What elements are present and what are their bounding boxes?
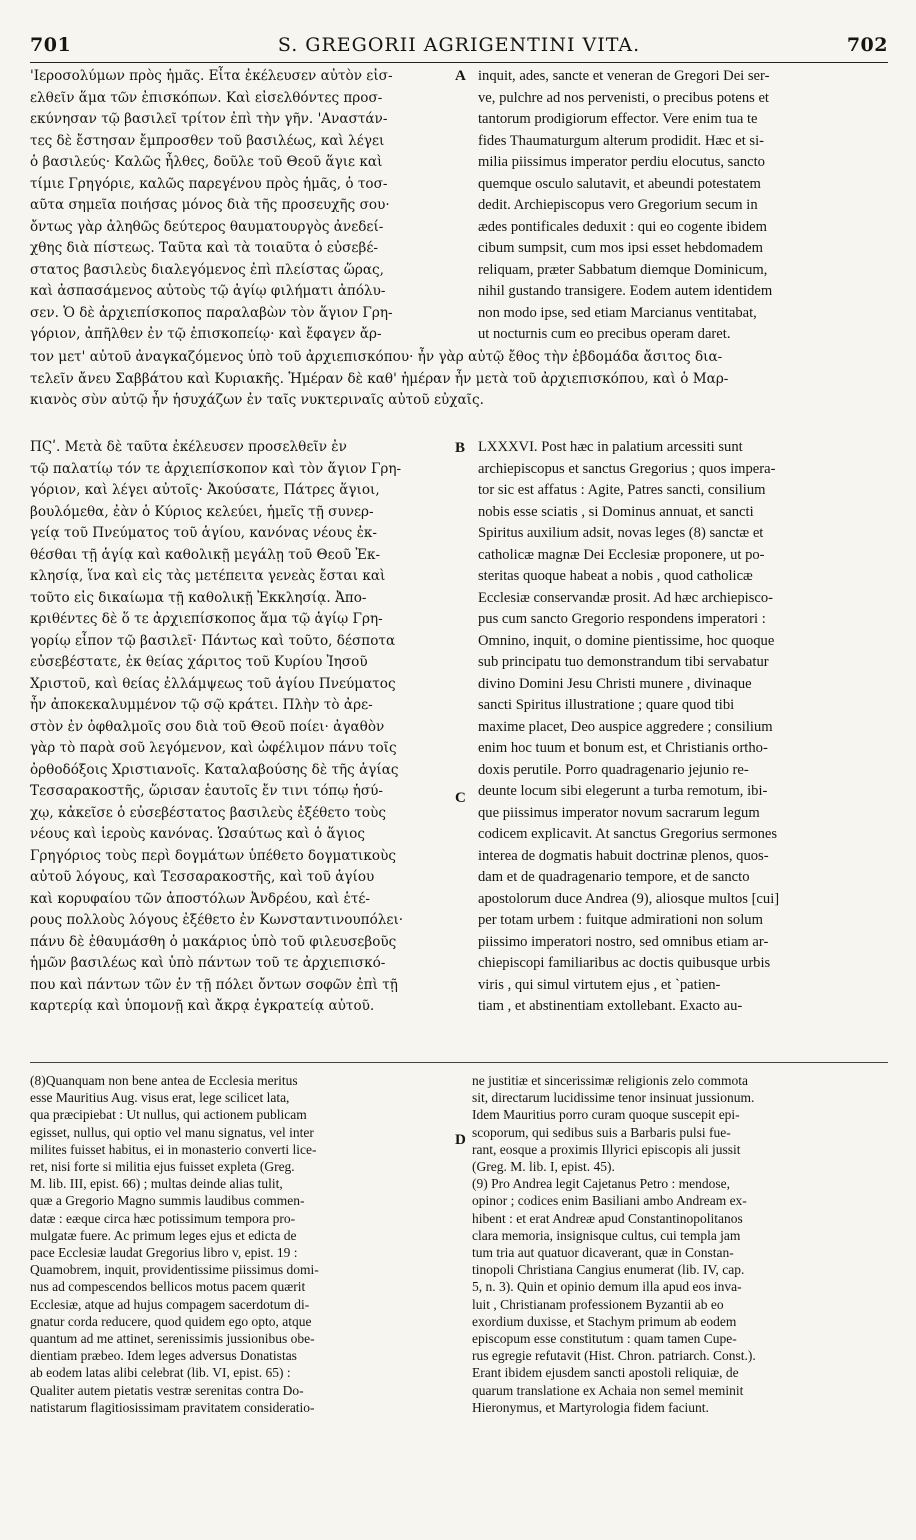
greek-text-line: ὄντως γὰρ ἀληθῶς δεύτερος θαυματουργὸς ἀνεδεί- [30,218,384,235]
greek-text-line: κλησίᾳ, ἵνα καὶ εἰς τὰς μετέπειτα γενεὰς ἔσται καὶ [30,568,386,584]
greek-text-line: εκύνησαν τῷ βασιλεῖ τρίτον ἐπὶ τὴν γῆν. 'Αναστάν- [30,111,388,127]
footnote-line: ne justitiæ et sincerissimæ religionis zelo commota [472,1073,748,1088]
greek-text-line: αῦτα σημεῖα ποιήσας μόνος διὰ τῆς προσευχῆς σου· [30,197,390,213]
greek-text-line: Γρηγόριος τοὺς περὶ δογμάτων ὑπέθετο δογματικοὺς [30,847,396,864]
greek-text-line: στατος βασιλεὺς διαλεγόμενος ἐπὶ πλείστας ὥρας, [30,261,384,278]
latin-text-line: inquit, ades, sancte et veneran de Gregori Dei ser- [478,68,770,84]
latin-text-line: catholicæ magnæ Dei Ecclesiæ proponere, ut po- [478,546,765,563]
footnotes-right [472,1072,888,1416]
footnote-line: egisset, nullus, qui optio vel manu signatus, vel inter [30,1124,314,1140]
footnote-line: exordium duxisse, et Stachym primum ab eodem [472,1313,737,1329]
footnote-line: luit , Christianam professionem Byzantii ab eo [472,1296,724,1312]
footnote-line: opinor ; codices enim Basiliani ambo Andream ex- [472,1193,747,1209]
greek-text-line: τες δὲ ἔστησαν ἔμπροσθεν τοῦ βασιλέως, καὶ λέγει [30,132,385,149]
greek-text-line: γόριον, ἀπῆλθεν ἐν τῷ ἐπισκοπείῳ· καὶ ἔφαγεν ἄρ- [30,326,382,342]
greek-text-line: 'Ιεροσολύμων πρὸς ἡμᾶς. Εἶτα ἐκέλευσεν αὐτὸν εἰσ- [30,68,393,84]
latin-text-line: Ecclesiæ conservandæ prosit. Ad hæc archiepisco- [478,589,774,606]
latin-text-line: nihil gustando transigere. Eodem autem identidem [478,283,773,299]
footnote-separator [30,1062,888,1063]
greek-text-line: γὰρ τὸ παρὰ σοῦ λεγόμενον, καὶ ὠφέλιμον πάνυ τοῖς [30,740,397,756]
latin-text-line: tiam , et abstinentiam extollebant. Exacto au- [478,998,743,1014]
greek-text-line: νέους καὶ ἱεροὺς κανόνας. Ὡσαύτως καὶ ὁ ἅγιος [30,826,365,842]
latin-text-line: chiepiscopi familiaribus ac doctis quibusque urbis [478,955,771,971]
footnote-line: tum tria aut quatuor dicaverant, quæ in Constan- [472,1245,734,1261]
latin-text-line: ædes pontificales deduxit : qui eo cogente ibidem [478,218,767,235]
latin-text-line: viris , qui simul virtutem ejus , et `patien- [478,976,721,993]
footnote-line: dientiam præbeo. Idem leges adversus Donatistas [30,1348,297,1364]
footnote-line: esse Mauritius Aug. visus erat, lege scilicet lata, [30,1090,290,1106]
footnote-line: quantum ad me attinet, serenissimis jussionibus obe- [30,1331,315,1347]
greek-text-line: τῷ παλατίῳ τόν τε ἀρχιεπίσκοπον καὶ τὸν ἅγιον Γρη- [30,460,402,477]
footnote-line: qua præcipiebat : Ut nullus, qui actionem publicam [30,1107,307,1123]
page-number-left: 701 [30,34,72,56]
footnote-line: ret, nisi forte si militia ejus fuisset expleta (Greg. [30,1159,295,1175]
latin-text-line: interea de dogmatis habuit doctrinæ plenos, quos- [478,847,769,864]
footnote-line: hibent : et erat Andreæ apud Constantinopolitanos [472,1210,743,1226]
greek-text-line: κριθέντες δὲ ὅ τε ἀρχιεπίσκοπος ἅμα τῷ ἁγίῳ Γρη- [30,611,383,627]
greek-text-line: καρτερίᾳ καὶ ὑπομονῇ καὶ ἄκρᾳ ἐγκρατείᾳ αὐτοῦ. [30,998,375,1014]
greek-text-line: στὸν ἐν ὀφθαλμοῖς σου διὰ τοῦ Θεοῦ ποίει· ἀγαθὸν [30,718,385,735]
margin-letter-d: D [455,1132,466,1148]
greek-text-line: εὐσεβέστατε, ἐκ θείας χάριτος τοῦ Κυρίου Ἰησοῦ [30,654,368,670]
greek-text-line: ΠϚʹ. Μετὰ δὲ ταῦτα ἐκέλευσεν προσελθεῖν ἐν [30,439,347,455]
latin-text-line: divino Domini Jesu Christi munere , divinaque [478,675,752,692]
greek-text-line: Τεσσαρακοστῆς, ὥρισαν ἑαυτοῖς ἔν τινι τόπῳ ἡσύ- [30,783,384,799]
footnote-line: ab eodem latas alibi celebrat (lib. VI, epist. 65) : [30,1365,291,1381]
latin-text-line: piissimo imperatori nostro, sed omnibus etiam ar- [478,933,769,950]
greek-text-line: καὶ ἀσπασάμενος αὐτοὺς τῷ ἁγίῳ φιλήματι ἀπόλυ- [30,283,386,299]
greek-text-line: ὁ βασιλεύς· Καλῶς ἦλθες, δοῦλε τοῦ Θεοῦ ἅγιε καὶ [30,154,383,170]
latin-text-line: tor sic est affatus : Agite, Patres sancti, consilium [478,482,766,498]
footnote-line: mulgatæ fuere. Ac primum leges ejus et edicta de [30,1227,297,1243]
footnote-line: pace Ecclesiæ laudat Gregorius libro v, epist. 19 : [30,1245,298,1261]
footnote-line: datæ : eæque circa hæc potissimum tempora pro- [30,1210,296,1226]
latin-text-line: steritas quoque habeat a nobis , quod catholicæ [478,568,753,584]
latin-text-line: Spiritus auxilium adsit, novas leges (8) sanctæ et [478,525,764,541]
greek-text-line: κιανὸς σὺν αὐτῷ ἦν ἡσυχάζων ἐν ταῖς νυκτεριναῖς αὐτοῦ εὐχαῖς. [30,392,484,408]
greek-column-bottom [30,437,450,1018]
greek-text-line: γείᾳ τοῦ Πνεύματος τοῦ ἁγίου, κανόνας νέους ἐκ- [30,525,377,541]
greek-text-line: καὶ κορυφαίου τῶν ἀποστόλων Ἀνδρέου, καὶ ἑτέ- [30,890,370,907]
latin-text-line: dedit. Archiepiscopus vero Gregorium secum in [478,197,758,213]
greek-text-line: ἡμῶν βασιλέως καὶ ὑπὸ πάντων τοῦ τε ἀρχιεπισκό- [30,955,386,971]
greek-text-line: ὀρθοδόξοις Χριστιανοῖς. Καταλαβούσης δὲ τῆς ἁγίας [30,761,399,778]
greek-text-line: θέσθαι τῇ ἁγίᾳ καὶ καθολικῇ μεγάλῃ τοῦ Θεοῦ Ἐκ- [30,546,381,563]
latin-text-line: enim hoc tuum et bonum est, et Christianis ortho- [478,740,768,756]
footnote-line: Idem Mauritius porro curam quoque suscepit epi- [472,1107,740,1123]
footnote-line: gnatur corda reducere, quod quidem ego opto, atque [30,1313,312,1329]
margin-letter-c: C [455,790,466,806]
latin-column-bottom [478,437,888,1018]
latin-text-line: tantorum prodigiorum effector. Vere enim tua te [478,111,758,127]
latin-text-line: sub principatu tuo demonstrandum tibi servabatur [478,654,769,670]
footnote-line: tinopoli Christiana Cangius enumerat (lib. IV, cap. [472,1262,745,1278]
greek-text-line: σεν. Ὁ δὲ ἀρχιεπίσκοπος παραλαβὼν τὸν ἅγιον Γρη- [30,304,393,321]
greek-text-line: πάνυ δὲ ἐθαυμάσθη ὁ μακάριος ὑπὸ τοῦ φιλευσεβοῦς [30,933,397,950]
greek-text-line: χῳ, κἀκεῖσε ὁ εὐσεβέστατος βασιλεὺς ἐξέθετο τοὺς [30,804,386,821]
latin-text-line: doxis perutile. Porro quadragenario jejunio re- [478,761,749,778]
footnote-line: M. lib. III, epist. 66) ; multas deinde alias tulit, [30,1176,283,1192]
latin-text-line: codicem explicavit. At sanctus Gregorius sermones [478,826,778,842]
latin-text-line: deunte locum sibi elegerunt a turba remotum, ibi- [478,783,768,799]
latin-column-top [478,66,888,346]
latin-text-line: non modo ipse, sed etiam Marcianus ventitabat, [478,304,757,321]
latin-text-line: apostolorum duce Andrea (9), aliosque multos [cui] [478,890,780,907]
greek-text-line: ἦν ἀποκεκαλυμμένον τῷ σῷ κράτει. Πλὴν τὸ ἀρε- [30,697,373,713]
footnote-line: quæ a Gregorio Magno summis laudibus commen- [30,1193,305,1209]
latin-text-line: LXXXVI. Post hæc in palatium arcessiti sunt [478,439,743,455]
latin-text-line: pus cum sancto Gregorio respondens imperatori : [478,611,766,627]
greek-text-line: τελεῖν ἄνευ Σαββάτου καὶ Κυριακῆς. Ἡμέραν δὲ καθ' ἡμέραν ἦν μετὰ τοῦ ἀρχιεπισκόπου, καὶ ὁ Μαρ- [30,370,729,387]
footnote-line: Ecclesiæ, atque ad hujus compagem sacerdotum di- [30,1296,310,1312]
greek-text-line: τον μετ' αὐτοῦ ἀναγκαζόμενος ὑπὸ τοῦ ἀρχιεπισκόπου· ἦν γὰρ αὐτῷ ἔθος τὴν ἑβδομάδα ἄσιτος δια- [30,349,723,365]
greek-text-line: βουλόμεθα, ἐὰν ὁ Κύριος κελεύει, ἡμεῖς τῇ συνερ- [30,503,374,520]
greek-text-line: Χριστοῦ, καὶ θείας ἐλλάμψεως τοῦ ἁγίου Πνεύματος [30,675,396,692]
greek-text-line: χθης διὰ πίστεως. Ταῦτα καὶ τὰ τοιαῦτα ὁ εὐσεβέ- [30,240,378,256]
latin-text-line: Omnino, inquit, o domine pientissime, hoc quoque [478,632,775,649]
footnote-line: rant, eosque a proximis Illyrici episcopis ali jussit [472,1141,741,1157]
greek-text-line: τίμιε Γρηγόριε, καλῶς παρεγένου πρὸς ἡμᾶς, ὁ τοσ- [30,175,388,192]
latin-text-line: maxime placet, Deo auspice aggredere ; consilium [478,718,773,735]
footnote-line: milites fuisset habitus, ei in monasterio converti lice- [30,1141,317,1157]
greek-text-line: ελθεῖν ἅμα τῶν ἐπισκόπων. Καὶ εἰσελθόντες προσ- [30,89,383,106]
footnote-line: Qualiter autem pietatis vestræ serenitas contra Do- [30,1382,304,1398]
latin-text-line: sancti Spiritus illustratione ; quare quod tibi [478,697,735,713]
latin-text-line: archiepiscopus et sanctus Gregorius ; quos impera- [478,460,776,477]
footnote-line: Erant ibidem ejusdem sancti apostoli reliquiæ, de [472,1365,739,1381]
footnote-line: scoporum, qui sedibus suis a Barbaris pulsi fue- [472,1124,731,1140]
footnote-line: (8)Quanquam non bene antea de Ecclesia meritus [30,1073,298,1088]
running-title: S. GREGORII AGRIGENTINI VITA. [277,34,641,56]
footnote-line: Quamobrem, inquit, providentissime piissimus domi- [30,1262,319,1278]
greek-text-line: γορίῳ εἶπον τῷ βασιλεῖ· Πάντως καὶ τοῦτο, δέσποτα [30,632,396,649]
greek-text-line: που καὶ πάντων τῶν ἐν τῇ πόλει ὄντων σοφῶν ἐπὶ τῇ [30,976,398,993]
greek-column-top [30,66,450,346]
margin-letter-a: A [455,68,466,84]
margin-letter-b: B [455,440,466,456]
latin-text-line: nobis esse sciatis , si Dominus annuat, et sancti [478,503,754,520]
greek-text-line: αὐτοῦ λόγους, καὶ Τεσσαρακοστῆς, καὶ τοῦ ἁγίου [30,869,375,885]
footnote-line: quarum translatione ex Achaia non semel meminit [472,1382,744,1398]
footnote-line: Hieronymus, et Martyrologia fidem faciunt. [472,1399,709,1415]
latin-text-line: milia piissimus imperator perdiu elocutus, sancto [478,154,765,170]
latin-text-line: cibum sumpsit, cum mos ipsi esset hebdomadem [478,240,763,256]
greek-text-line: ρους πολλοὺς λόγους ἐξέθετο ἐν Κωνσταντινουπόλει· [30,912,404,928]
latin-text-line: quemque osculo salutavit, et abeundi potestatem [478,175,761,192]
footnote-line: sit, directarum lucidissime tenor insinuat jussionum. [472,1090,755,1106]
latin-text-line: ve, pulchre ad nos pervenisti, o precibus potens et [478,89,769,106]
greek-full-width-paragraph [30,347,888,412]
page-number-right: 702 [846,34,888,56]
footnote-line: nus ad compescendos bellicos motus pacem quærit [30,1279,306,1295]
footnote-line: episcopum esse constitutum : quam tamen Cupe- [472,1331,737,1347]
footnote-line: clara memoria, insignisque cultus, cui templa jam [472,1227,741,1243]
latin-text-line: ut nocturnis cum eo precibus operam daret. [478,326,731,342]
running-header [30,30,888,63]
footnote-line: natistarum flagitiosissimam pravitatem consideratio- [30,1399,315,1415]
footnotes-left [30,1072,450,1416]
footnote-line: (9) Pro Andrea legit Cajetanus Petro : mendose, [472,1176,730,1192]
latin-text-line: que piissimus imperator novum sacrarum legum [478,804,760,821]
footnote-line: 5, n. 3). Quin et opinio demum illa apud eos inva- [472,1279,742,1295]
footnote-line: (Greg. M. lib. I, epist. 45). [472,1159,615,1175]
footnote-line: rus egregie refutavit (Hist. Chron. patriarch. Const.). [472,1348,756,1364]
latin-text-line: reliquam, præter Sabbatum diemque Dominicum, [478,261,768,278]
latin-text-line: fides Thaumaturgum alterum prodidit. Hæc et si- [478,132,765,149]
greek-text-line: γόριον, καὶ λέγει αὐτοῖς· Ἀκούσατε, Πάτρες ἅγιοι, [30,482,380,498]
latin-text-line: per totam urbem : fuitque admirationi non solum [478,912,763,928]
latin-text-line: dam et de quadragenario tempore, et de sancto [478,869,750,885]
greek-text-line: τοῦτο εἰς δικαίωμα τῇ καθολικῇ Ἐκκλησίᾳ. Ἀπο- [30,589,367,606]
